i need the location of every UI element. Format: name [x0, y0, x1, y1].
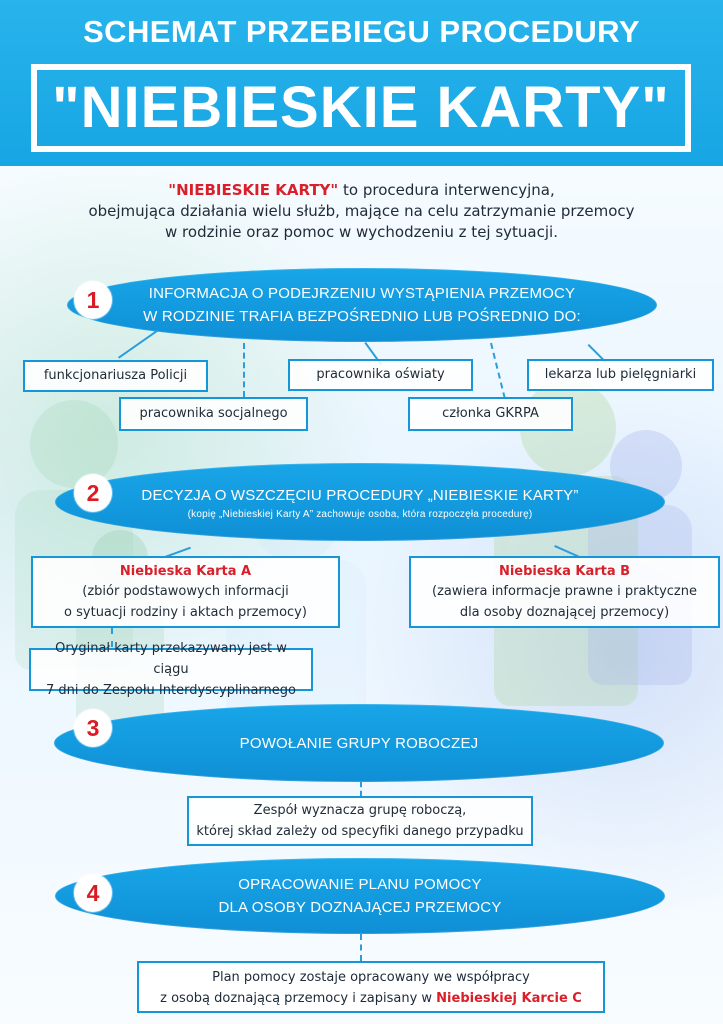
- card-b-box: [409, 556, 720, 628]
- card-b-description: (zawiera informacje prawne i praktyczne dla osoby doznającej przemocy): [432, 584, 697, 620]
- step-2-text-wrap: [141, 461, 578, 544]
- step-2-text: DECYZJA O WSZCZĘCIU PROCEDURY „NIEBIESKIE KARTY”: [141, 486, 579, 504]
- title-box: [31, 64, 691, 152]
- final-note-line-2-before: z osobą doznającą przemocy i zapisany w: [160, 991, 437, 1006]
- card-b-title: Niebieska Karta B: [498, 564, 631, 579]
- final-note-line-1: Plan pomocy zostaje opracowany we współpracy: [212, 970, 530, 985]
- step-3-ellipse: [54, 704, 664, 782]
- recipient-box: funkcjonariusza Policji: [23, 360, 208, 392]
- decor-person-head: [30, 400, 118, 488]
- intro-line-2: obejmująca działania wielu służb, mające na celu zatrzymanie przemocy: [88, 202, 635, 220]
- connector-line: [118, 329, 158, 358]
- final-note-highlight: Niebieskiej Karcie C: [436, 991, 582, 1006]
- connector-dashed: [360, 782, 362, 796]
- step-4-text: OPRACOWANIE PLANU POMOCY DLA OSOBY DOZNAJĄCEJ PRZEMOCY: [218, 876, 502, 916]
- header-top: SCHEMAT PRZEBIEGU PROCEDURY: [83, 14, 640, 49]
- recipient-box: lekarza lub pielęgniarki: [527, 359, 714, 391]
- step-2-subtext: (kopię „Niebieskiej Karty A” zachowuje osoba, która rozpoczęła procedurę): [187, 508, 533, 520]
- page-title: "NIEBIESKIE KARTY": [52, 75, 670, 140]
- card-a-title: Niebieska Karta A: [119, 564, 252, 579]
- step-1-number: 1: [74, 281, 112, 319]
- step-4-ellipse: [55, 858, 665, 934]
- step-4-number: 4: [74, 874, 112, 912]
- step-3-number: 3: [74, 709, 112, 747]
- step-2-ellipse: [55, 463, 665, 541]
- recipient-box: członka GKRPA: [408, 397, 573, 431]
- step-1-text: INFORMACJA O PODEJRZENIU WYSTĄPIENIA PRZEMOCY W RODZINIE TRAFIA BEZPOŚREDNIO LUB POŚREDNIO DO:: [143, 285, 581, 325]
- connector-dashed: [490, 343, 506, 399]
- step-3-text: POWOŁANIE GRUPY ROBOCZEJ: [239, 734, 479, 752]
- intro-highlight: "NIEBIESKIE KARTY": [168, 181, 339, 199]
- card-a-description: (zbiór podstawowych informacji o sytuacji rodziny i aktach przemocy): [64, 584, 307, 620]
- connector-dashed: [243, 343, 245, 397]
- intro-text: [70, 180, 653, 243]
- intro-line-3: w rodzinie oraz pomoc w wychodzeniu z tej sytuacji.: [165, 223, 558, 241]
- card-a-note: Oryginał karty przekazywany jest w ciągu 7 dni do Zespołu Interdyscyplinarnego: [29, 648, 313, 691]
- connector-dashed: [360, 934, 362, 961]
- recipient-box: pracownika socjalnego: [119, 397, 308, 431]
- final-note-line-2: [139, 988, 603, 1009]
- step-2-number: 2: [74, 474, 112, 512]
- recipient-box: pracownika oświaty: [288, 359, 473, 391]
- intro-line-1-rest: to procedura interwencyjna,: [338, 181, 555, 199]
- final-note-box: [137, 961, 605, 1013]
- step-3-note: Zespół wyznacza grupę roboczą, której skład zależy od specyfiki danego przypadku: [187, 796, 533, 846]
- card-a-box: [31, 556, 340, 628]
